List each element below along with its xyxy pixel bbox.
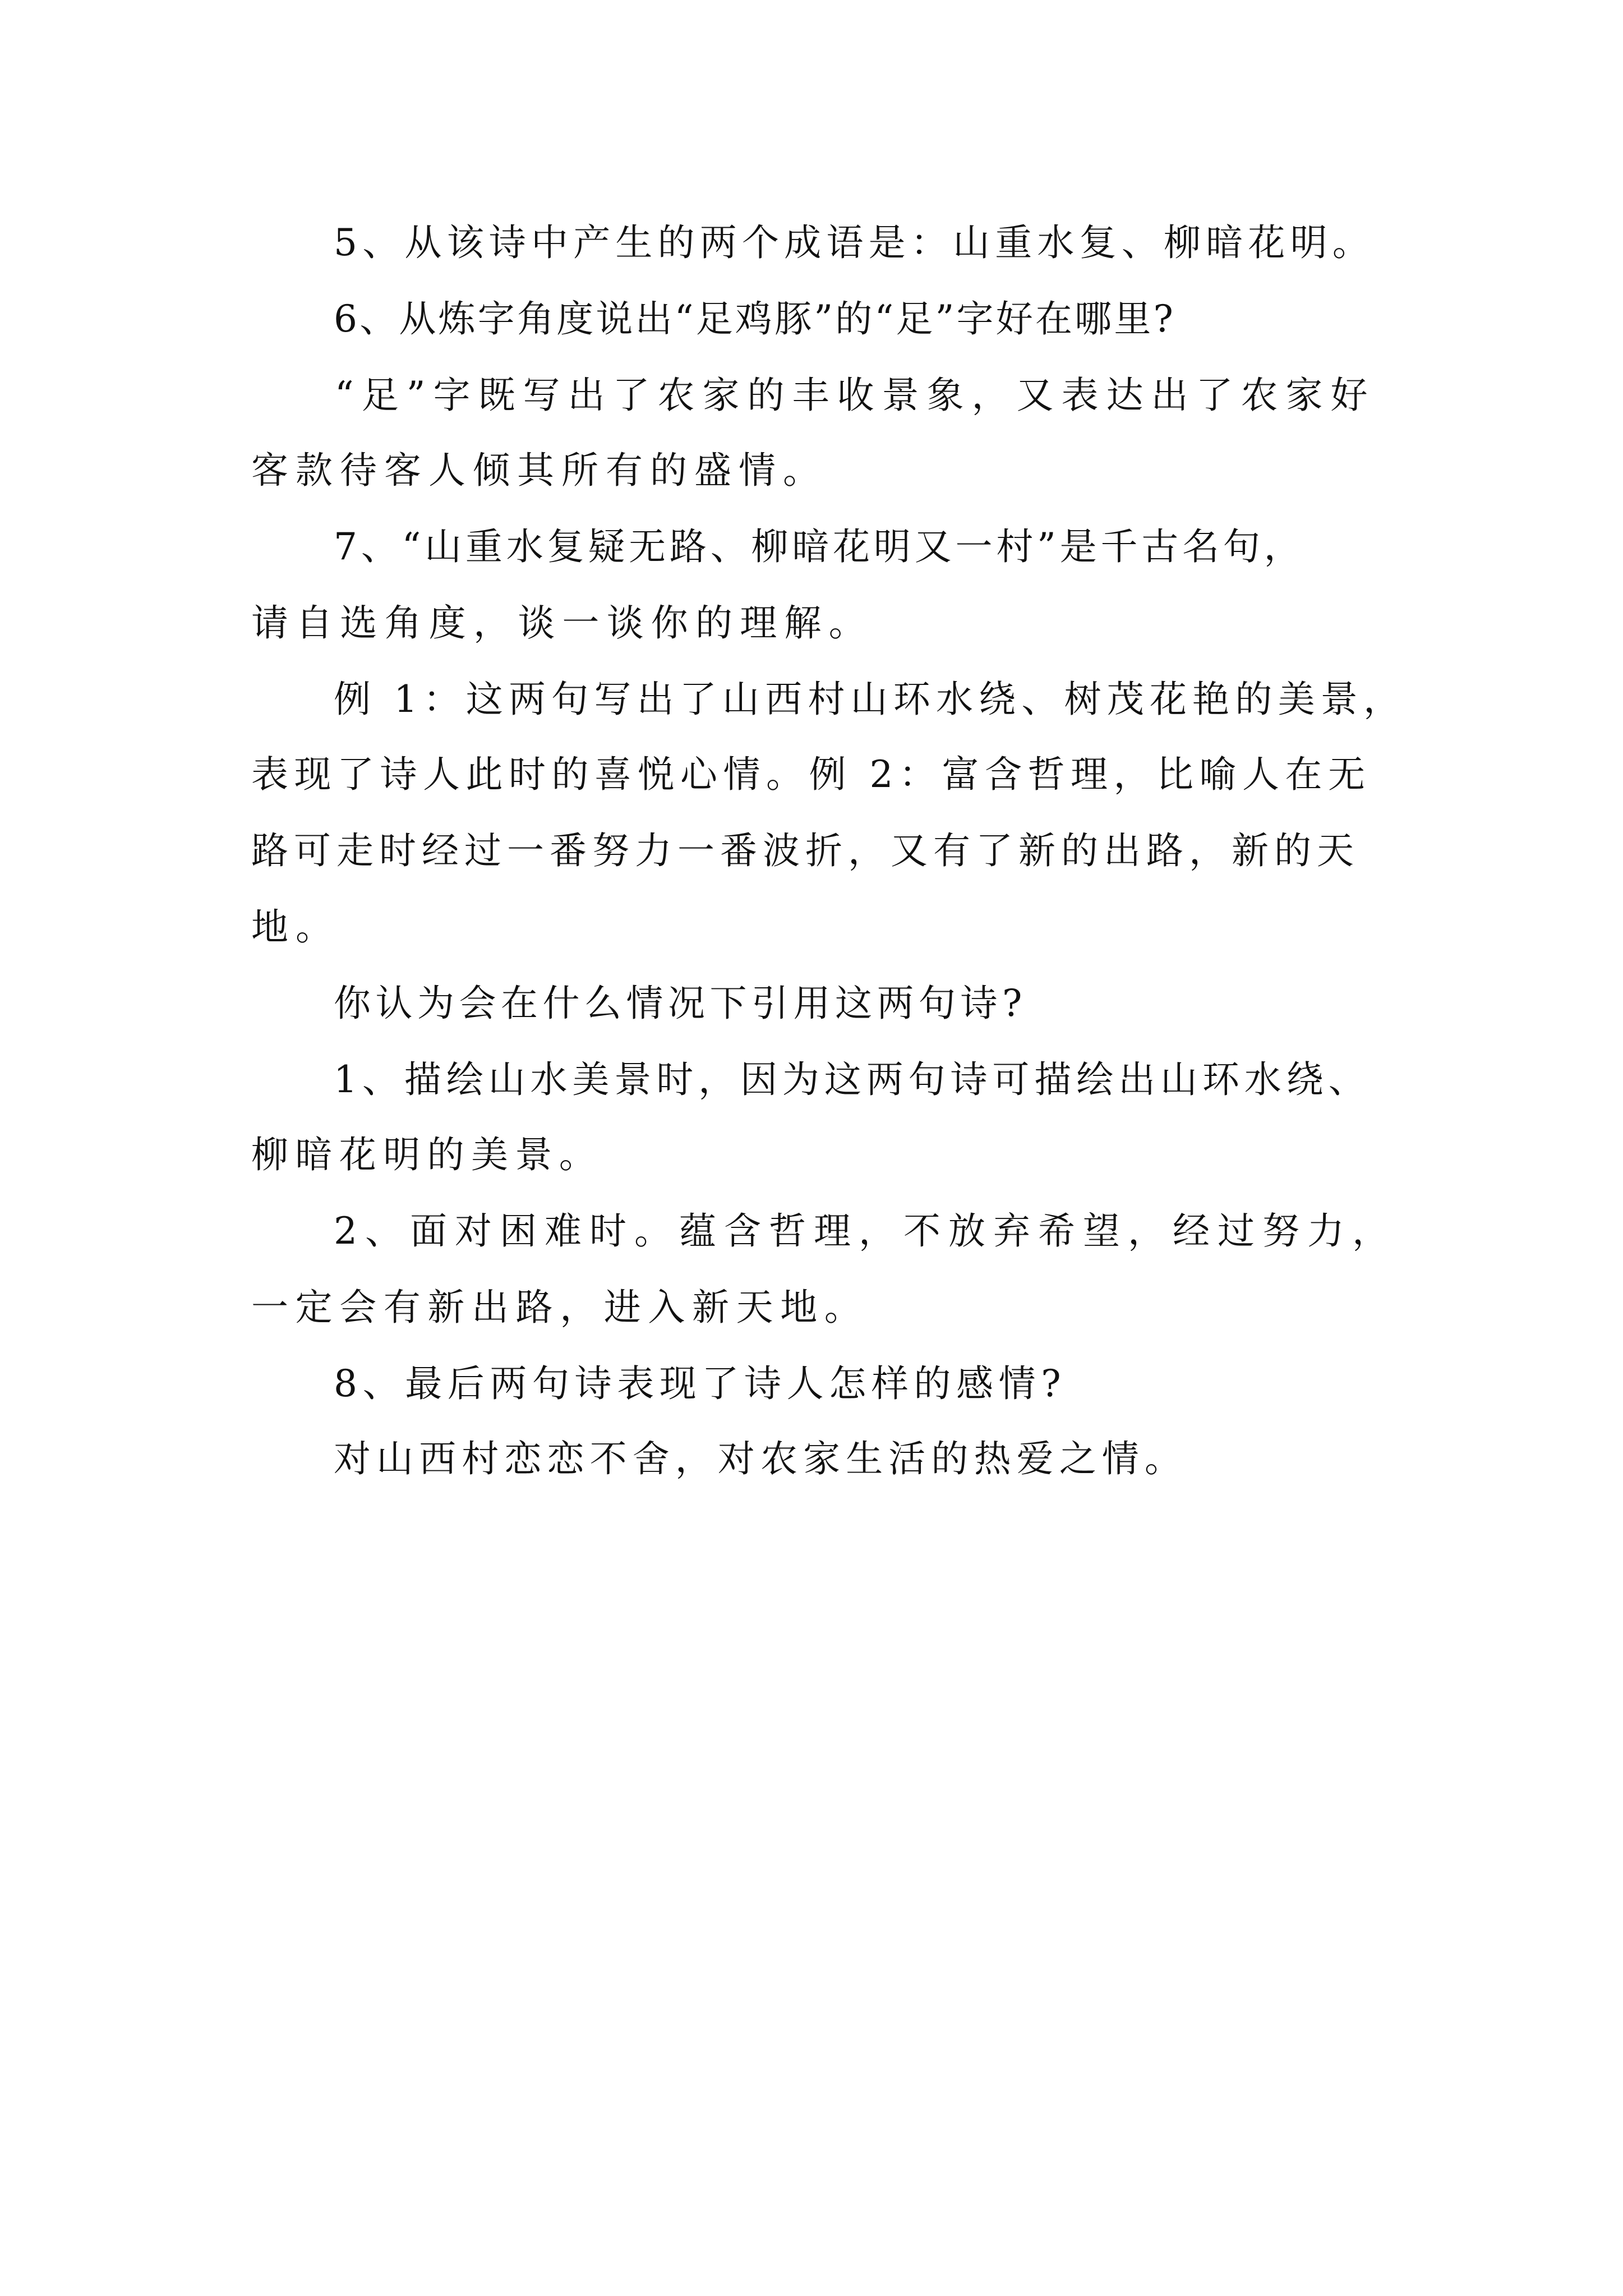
question-7-line-2: 请自选角度，谈一谈你的理解。 bbox=[251, 601, 873, 645]
example-line-2: 表现了诗人此时的喜悦心情。例 2：富含哲理，比喻人在无 bbox=[251, 753, 1371, 796]
example-line-1: 例 1：这两句写出了山西村山环水绕、树茂花艳的美景， bbox=[334, 678, 1407, 721]
usage-2-line-2: 一定会有新出路，进入新天地。 bbox=[251, 1286, 869, 1329]
quote-usage-question: 你认为会在什么情况下引用这两句诗? bbox=[334, 982, 1027, 1025]
usage-1-line-1: 1、描绘山水美景时，因为这两句诗可描绘出山环水绕、 bbox=[334, 1058, 1371, 1101]
usage-1-line-2: 柳暗花明的美景。 bbox=[251, 1133, 603, 1176]
answer-6-line-2: 客款待客人倾其所有的盛情。 bbox=[251, 449, 827, 492]
usage-2-line-1: 2、面对困难时。蕴含哲理，不放弃希望，经过努力， bbox=[334, 1209, 1397, 1253]
question-8-line: 8、最后两句诗表现了诗人怎样的感情? bbox=[334, 1362, 1067, 1405]
question-7-line-1: 7、“山重水复疑无路、柳暗花明又一村”是千古名句， bbox=[334, 525, 1305, 568]
question-6-line: 6、从炼字角度说出“足鸡豚”的“足”字好在哪里? bbox=[334, 297, 1176, 341]
example-line-4: 地。 bbox=[251, 905, 340, 949]
answer-8-line: 对山西村恋恋不舍，对农家生活的热爱之情。 bbox=[334, 1437, 1187, 1480]
answer-6-line-1: “足”字既写出了农家的丰收景象，又表达出了农家好 bbox=[335, 374, 1376, 417]
answer-5-line: 5、从该诗中产生的两个成语是：山重水复、柳暗花明。 bbox=[334, 221, 1375, 264]
example-line-3: 路可走时经过一番努力一番波折，又有了新的出路，新的天 bbox=[251, 829, 1359, 872]
